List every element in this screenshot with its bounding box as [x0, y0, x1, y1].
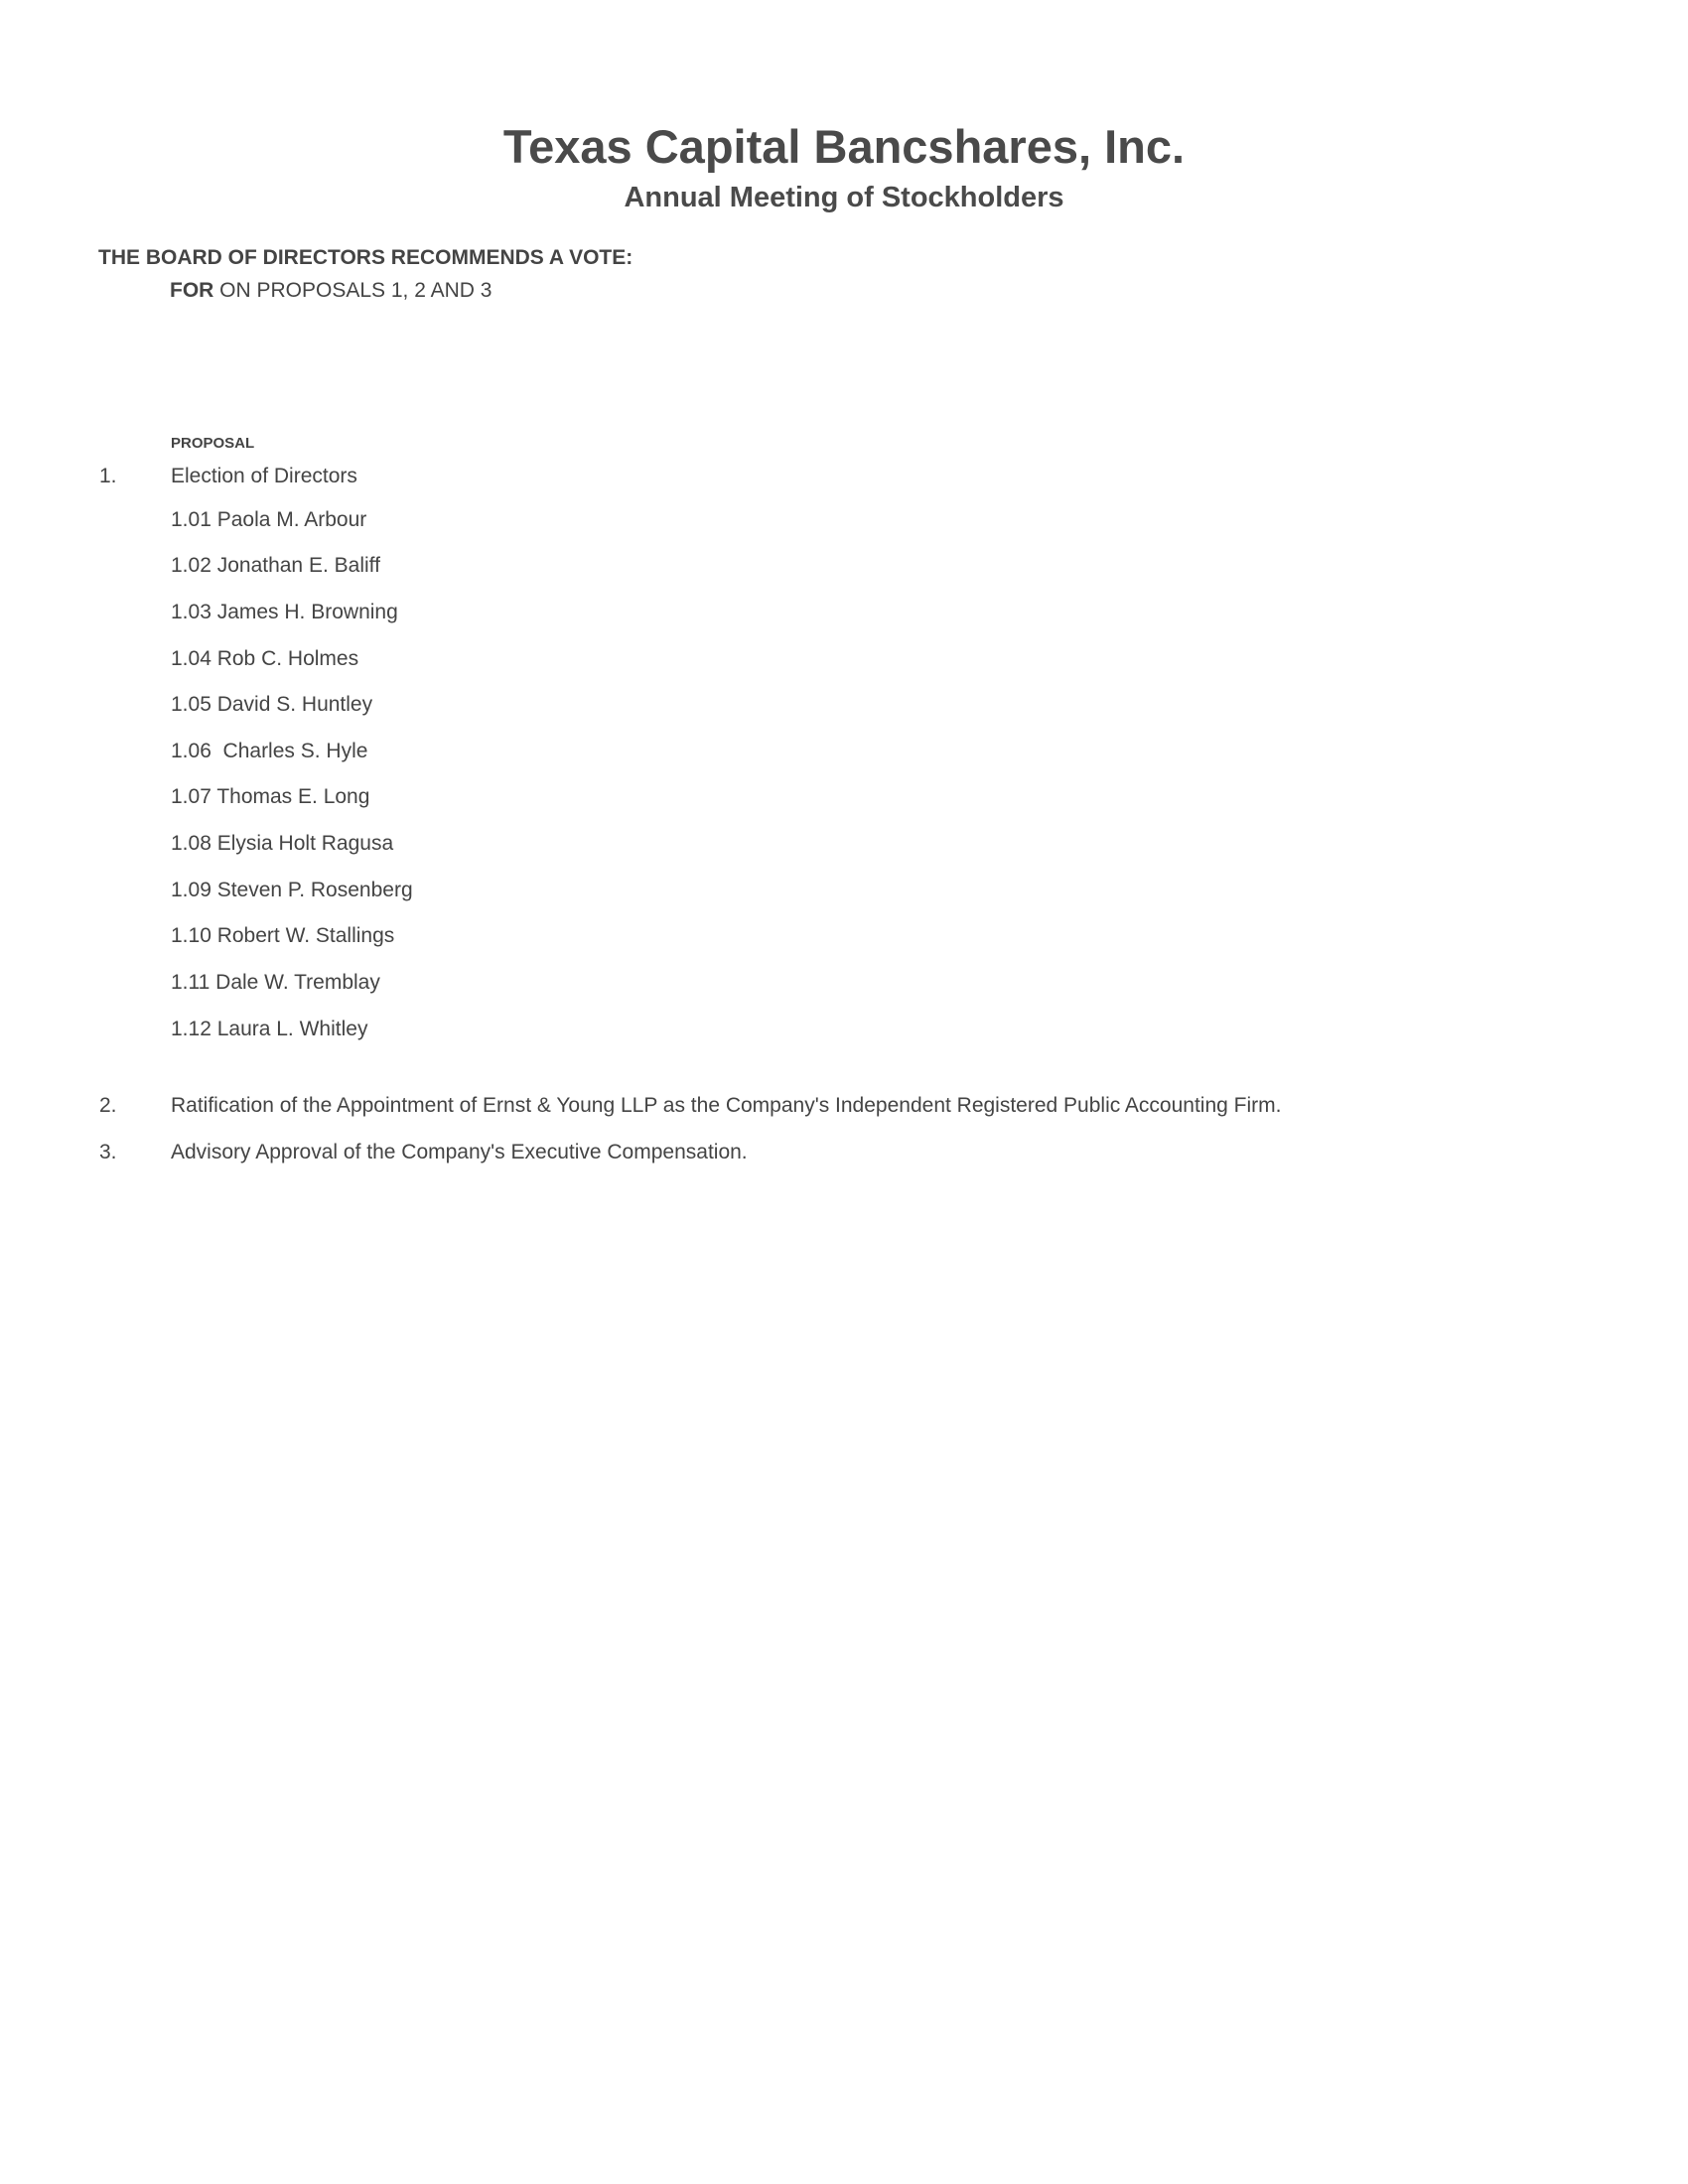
company-title: Texas Capital Bancshares, Inc.	[502, 120, 1186, 173]
director-nominee: 1.08 Elysia Holt Ragusa	[171, 832, 394, 855]
proposal-number: 1.	[99, 465, 117, 487]
director-nominee: 1.11 Dale W. Tremblay	[171, 971, 380, 994]
proposal-text: Ratification of the Appointment of Ernst & Young LLP as the Company's Independent Registered Public Accounting Firm.	[171, 1094, 1282, 1117]
director-nominee: 1.09 Steven P. Rosenberg	[171, 879, 413, 901]
proposal-column-header: PROPOSAL	[171, 435, 255, 452]
board-recommendation-heading: THE BOARD OF DIRECTORS RECOMMENDS A VOTE:	[98, 246, 633, 269]
director-nominee: 1.03 James H. Browning	[171, 601, 398, 623]
proposal-number: 2.	[99, 1094, 117, 1117]
proposal-number: 3.	[99, 1141, 117, 1163]
vote-scope: ON PROPOSALS 1, 2 AND 3	[213, 279, 492, 302]
proposal-text: Advisory Approval of the Company's Executive Compensation.	[171, 1141, 748, 1163]
director-nominee: 1.05 David S. Huntley	[171, 693, 373, 716]
director-nominee: 1.04 Rob C. Holmes	[171, 647, 359, 670]
board-recommendation	[170, 279, 492, 303]
director-nominee: 1.10 Robert W. Stallings	[171, 924, 395, 947]
director-nominee: 1.06 Charles S. Hyle	[171, 740, 368, 762]
meeting-title: Annual Meeting of Stockholders	[624, 182, 1064, 213]
director-nominee: 1.12 Laura L. Whitley	[171, 1018, 368, 1040]
vote-for-label: FOR	[170, 279, 214, 302]
proposal-text: Election of Directors	[171, 465, 357, 487]
director-nominee: 1.07 Thomas E. Long	[171, 785, 370, 808]
director-nominee: 1.01 Paola M. Arbour	[171, 508, 367, 531]
director-nominee: 1.02 Jonathan E. Baliff	[171, 554, 380, 577]
